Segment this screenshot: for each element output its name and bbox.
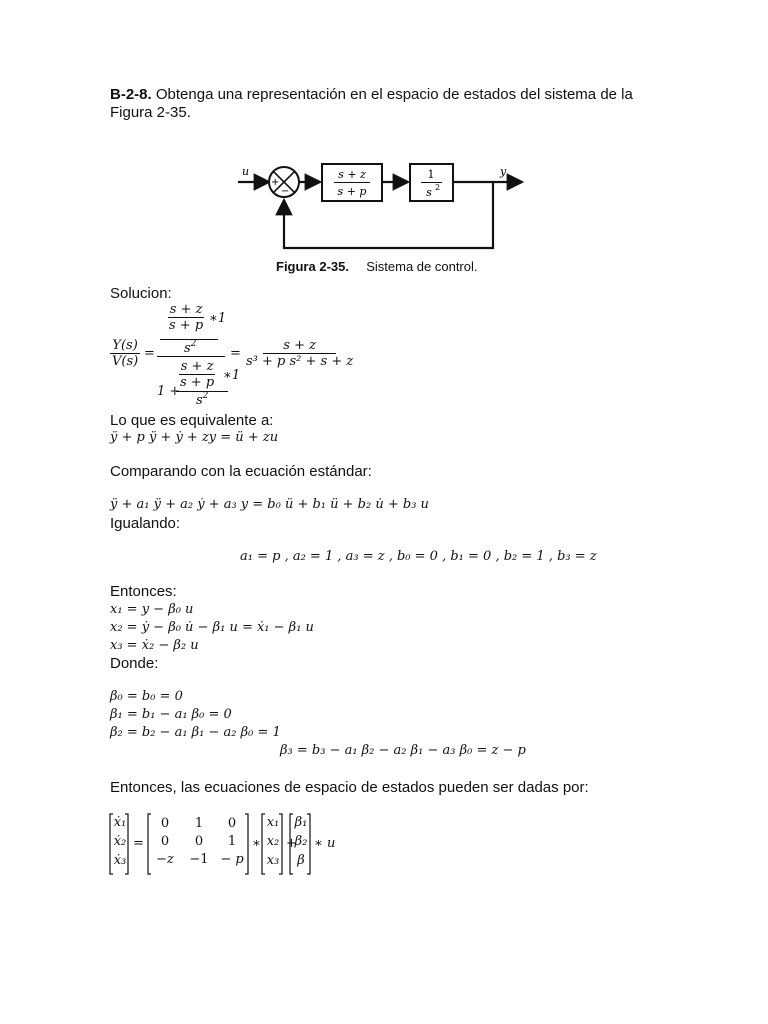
tf-lhs-num: Y(s) xyxy=(112,338,138,353)
tf-rhs-num: s + z xyxy=(263,338,336,354)
tf-lhs-den: V(s) xyxy=(112,354,139,369)
tf-low-num: s + z xyxy=(180,359,214,374)
feedback-path xyxy=(284,182,493,248)
a-23: 1 xyxy=(227,834,237,849)
standard-equation: ÿ + a₁ ÿ + a₂ ẏ + a₃ y = b₀ ü + b₁ ü + b₂ u̇ + b₃ u xyxy=(110,497,429,512)
x-2: x₂ xyxy=(266,834,280,849)
problem-statement xyxy=(110,86,633,104)
where-label: Donde: xyxy=(110,655,159,672)
caption-text: Sistema de control. xyxy=(366,259,478,274)
tf-main-bar xyxy=(157,356,225,357)
beta1-equation: β₁ = b₁ − a₁ β₀ = 0 xyxy=(110,707,232,722)
tf-times-one: ∗1 xyxy=(209,311,227,326)
caption-number: Figura 2-35. xyxy=(276,259,349,274)
equivalent-label: Lo que es equivalente a: xyxy=(110,412,274,429)
problem-text-line1: Obtenga una representación en el espacio de estados del sistema de la xyxy=(155,86,633,103)
input-label: u xyxy=(242,165,250,178)
a-11: 0 xyxy=(160,816,170,831)
tf-top-den: s + p xyxy=(169,318,204,333)
block2-numerator: 1 xyxy=(427,168,435,181)
beta-1: β₁ xyxy=(294,815,308,830)
tf-rhs-den: s³ + p s² + s + z xyxy=(246,354,354,369)
output-label: y xyxy=(500,165,507,178)
block-diagram xyxy=(230,158,530,256)
block1-numerator: s + z xyxy=(338,168,366,181)
beta-3: β xyxy=(297,853,305,868)
xdot-3: ẋ₃ xyxy=(113,853,127,868)
summing-minus: − xyxy=(281,186,290,197)
beta3-equation: β₃ = b₃ − a₁ β₂ − a₂ β₁ − a₃ β₀ = z − p xyxy=(280,743,526,758)
tf-big-numerator xyxy=(167,302,227,356)
summing-plus: + xyxy=(271,177,280,188)
state-times: ∗ xyxy=(252,836,261,851)
x1-equation: x₁ = y − β₀ u xyxy=(110,602,194,617)
block2-exponent: 2 xyxy=(435,183,441,192)
tf-s2-low: $s^2$ xyxy=(196,391,209,408)
x-1: x₁ xyxy=(266,815,280,830)
solution-heading: Solucion: xyxy=(110,285,172,302)
state-space-equation xyxy=(108,812,348,878)
a-13: 0 xyxy=(227,816,237,831)
tf-s2-top: $s^2$ xyxy=(184,339,197,356)
a-22: 0 xyxy=(194,834,204,849)
a-matrix xyxy=(150,816,246,867)
state-plus: + xyxy=(286,836,297,851)
tf-one-plus: 1 + xyxy=(157,384,181,399)
x-vector xyxy=(264,815,282,868)
compare-label: Comparando con la ecuación estándar: xyxy=(110,463,372,480)
problem-id: B-2-8. xyxy=(110,86,152,103)
a-31: −z xyxy=(156,852,174,867)
figure-caption xyxy=(276,259,478,274)
transfer-function: $\frac{Y(s)}{V(s)}$ = $\frac{s + z}{s + p}$ ∗1 $s^2$ 1 + $\frac{s + z}{s + p}$ ∗1 $s^2$ = $\frac{s + z}{\text{s³ + p s² + s + z}}$ xyxy=(112,302,354,408)
tf-lhs xyxy=(110,338,140,369)
a-32: −1 xyxy=(189,852,209,867)
equating-label: Igualando: xyxy=(110,515,181,532)
xdot-vector xyxy=(112,815,128,868)
beta2-equation: β₂ = b₂ − a₁ β₁ − a₂ β₀ = 1 xyxy=(110,725,281,740)
state-equals: = xyxy=(133,836,144,851)
tf-rhs xyxy=(244,338,355,369)
equating-equation: a₁ = p , a₂ = 1 , a₃ = z , b₀ = 0 , b₁ = 0 , b₂ = 1 , b₃ = z xyxy=(240,549,597,564)
a-12: 1 xyxy=(194,816,204,831)
problem-text-line2: Figura 2-35. xyxy=(110,104,191,121)
then-label: Entonces: xyxy=(110,583,177,600)
state-space-label: Entonces, las ecuaciones de espacio de estados pueden ser dadas por: xyxy=(110,779,589,796)
beta0-equation: β₀ = b₀ = 0 xyxy=(110,689,183,704)
equivalent-equation: ÿ + p ÿ + ẏ + zy = ü + zu xyxy=(110,430,279,445)
tf-top-num: s + z xyxy=(169,302,203,317)
block1-denominator: s + p xyxy=(337,185,367,198)
state-times-u: ∗ u xyxy=(314,836,336,851)
a-33: − p xyxy=(220,852,244,867)
x2-equation: x₂ = ẏ − β₀ u̇ − β₁ u = ẋ₁ − β₁ u xyxy=(110,620,314,635)
x-3: x₃ xyxy=(266,853,280,868)
tf-low-times-one: ∗1 xyxy=(223,368,241,383)
xdot-1: ẋ₁ xyxy=(113,815,127,830)
xdot-2: ẋ₂ xyxy=(113,834,127,849)
beta-vector xyxy=(292,815,310,868)
a-21: 0 xyxy=(160,834,170,849)
block2-denominator: s xyxy=(426,186,432,199)
x3-equation: x₃ = ẋ₂ − β₂ u xyxy=(110,638,199,653)
beta-2: β₂ xyxy=(294,834,308,849)
tf-low-den: s + p xyxy=(180,375,215,390)
